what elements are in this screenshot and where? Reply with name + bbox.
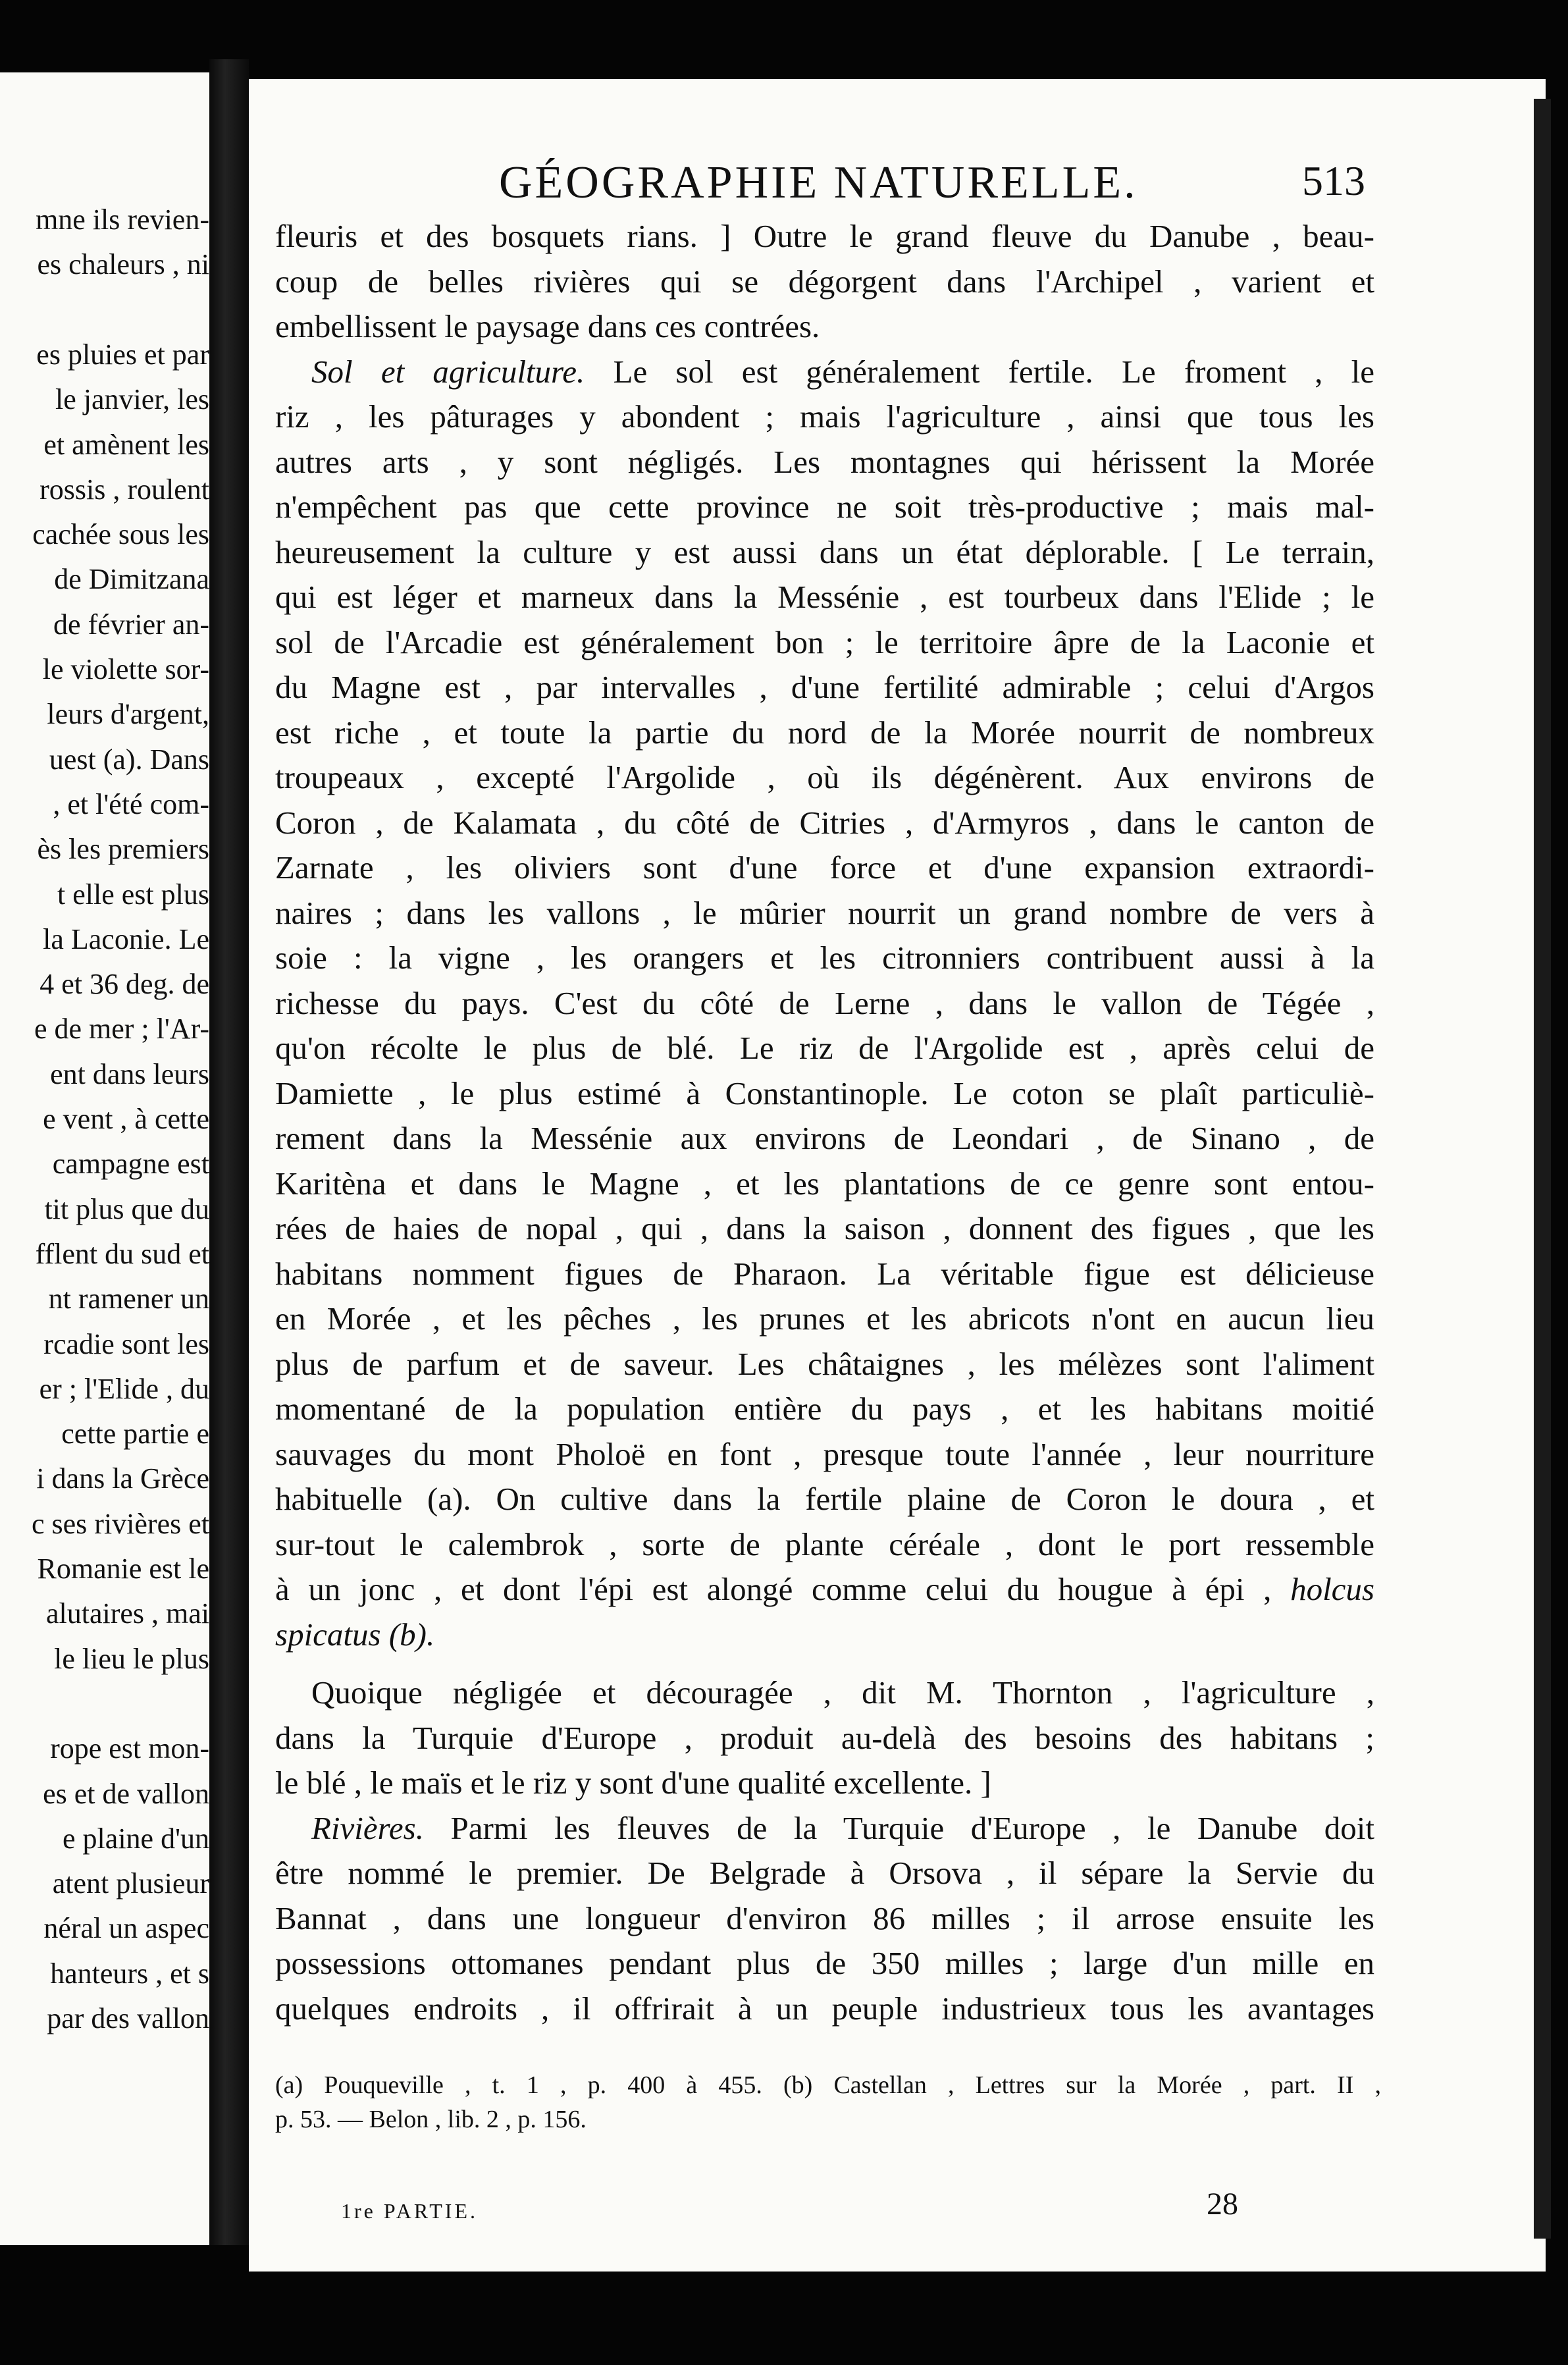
left-page-line: par des vallon	[47, 2002, 209, 2034]
left-page-line: , et l'été com-	[53, 787, 209, 820]
left-page-line: uest (a). Dans	[49, 743, 209, 776]
body-line: rement dans la Messénie aux environs de Leondari , de Sinano , de	[275, 1120, 1374, 1156]
body-line: être nommé le premier. De Belgrade à Orsova , il sépare la Servie du	[275, 1855, 1374, 1891]
body-line: possessions ottomanes pendant plus de 350 milles ; large d'un mille en	[275, 1945, 1374, 1981]
left-page-line: ès les premiers	[37, 833, 209, 866]
body-line: riz , les pâturages y abondent ; mais l'agriculture , ainsi que tous les	[275, 398, 1374, 435]
left-page-line: es chaleurs , ni	[37, 248, 209, 281]
body-line: autres arts , y sont négligés. Les montagnes qui hérissent la Morée	[275, 443, 1374, 480]
body-line: Karitèna et dans le Magne , et les plantations de ce genre sont entou-	[275, 1165, 1374, 1202]
left-page-line: Romanie est le	[37, 1553, 209, 1585]
left-page-line: rossis , roulent	[39, 473, 209, 506]
body-line: Damiette , le plus estimé à Constantinople. Le coton se plaît particuliè-	[275, 1075, 1374, 1111]
body-line: Zarnate , les oliviers sont d'une force et d'une expansion extraordi-	[275, 849, 1374, 886]
left-page-line: alutaires , mai	[45, 1597, 209, 1630]
left-page-line: c ses rivières et	[32, 1507, 209, 1540]
left-page-line: fflent du sud et	[35, 1237, 209, 1270]
left-page-line: et amènent les	[43, 428, 209, 461]
left-page-line: es et de vallon	[43, 1777, 209, 1810]
body-line: fleuris et des bosquets rians. ] Outre le grand fleuve du Danube , beau-	[275, 218, 1374, 254]
body-line: soie : la vigne , les orangers et les citronniers contribuent aussi à la	[275, 940, 1374, 976]
body-line: Bannat , dans une longueur d'environ 86 milles ; il arrose ensuite les	[275, 1900, 1374, 1936]
left-page-line: 4 et 36 deg. de	[39, 968, 209, 1001]
body-line: heureusement la culture y est aussi dans un état déplorable. [ Le terrain,	[275, 533, 1374, 570]
body-line: richesse du pays. C'est du côté de Lerne , dans le vallon de Tégée ,	[275, 984, 1374, 1021]
body-line: coup de belles rivières qui se dégorgent dans l'Archipel , varient et	[275, 263, 1374, 300]
body-line: est riche , et toute la partie du nord de la Morée nourrit de nombreux	[275, 714, 1374, 751]
left-page-line: de Dimitzana	[54, 563, 209, 596]
left-page-line: la Laconie. Le	[43, 922, 209, 955]
left-page-line: t elle est plus	[57, 878, 209, 911]
left-page-line: campagne est	[52, 1148, 209, 1181]
left-page-line: e vent , à cette	[43, 1103, 209, 1135]
body-line: sur-tout le calembrok , sorte de plante céréale , dont le port ressemble	[275, 1526, 1374, 1562]
left-page-line: er ; l'Elide , du	[39, 1372, 209, 1405]
right-page	[249, 79, 1546, 2272]
left-page-line: es pluies et par	[36, 338, 209, 371]
body-line: sauvages du mont Pholoë en font , presque toute l'année , leur nourriture	[275, 1435, 1374, 1472]
body-line: qu'on récolte le plus de blé. Le riz de l'Argolide est , après celui de	[275, 1030, 1374, 1066]
body-line: habituelle (a). On cultive dans la fertile plaine de Coron le doura , et	[275, 1481, 1374, 1517]
body-line: sol de l'Arcadie est généralement bon ; le territoire âpre de la Laconie et	[275, 624, 1374, 660]
left-page-line: atent plusieur	[52, 1867, 209, 1900]
signature-number: 28	[1207, 2187, 1238, 2221]
body-line: dans la Turquie d'Europe , produit au-delà des besoins des habitans ;	[275, 1719, 1374, 1756]
left-page-line: le janvier, les	[55, 383, 209, 416]
body-line: Coron , de Kalamata , du côté de Citries , d'Armyros , dans le canton de	[275, 804, 1374, 841]
left-page-line: cachée sous les	[32, 518, 209, 551]
body-line: Quoique négligée et découragée , dit M. Thornton , l'agriculture ,	[311, 1674, 1374, 1711]
left-page-line: rcadie sont les	[43, 1327, 209, 1360]
body-line: Sol et agriculture. Le sol est généralement fertile. Le froment , le	[311, 353, 1374, 390]
left-page-line: i dans la Grèce	[36, 1462, 209, 1495]
signature-mark: 1re PARTIE.	[341, 2199, 478, 2223]
body-line: à un jonc , et dont l'épi est alongé comme celui du hougue à épi , holcus	[275, 1571, 1374, 1607]
left-page-line: cette partie e	[61, 1418, 209, 1450]
footnote-line: p. 53. — Belon , lib. 2 , p. 156.	[275, 2106, 587, 2133]
body-line: habitans nomment figues de Pharaon. La véritable figue est délicieuse	[275, 1255, 1374, 1292]
left-page-line: ent dans leurs	[50, 1057, 209, 1090]
left-page-line: e plaine d'un	[63, 1822, 209, 1855]
left-page-line: nt ramener un	[48, 1283, 209, 1315]
running-title: GÉOGRAPHIE NATURELLE.	[499, 157, 1138, 208]
body-line: embellissent le paysage dans ces contrées.	[275, 308, 820, 344]
body-line: troupeaux , excepté l'Argolide , où ils dégénèrent. Aux environs de	[275, 759, 1374, 795]
book-gutter	[209, 59, 249, 2245]
body-line: spicatus (b).	[275, 1616, 435, 1653]
left-page-line: leurs d'argent,	[47, 698, 209, 731]
left-page-line: e de mer ; l'Ar-	[34, 1013, 209, 1046]
left-page-line: le lieu le plus	[54, 1642, 209, 1675]
body-line: Rivières. Parmi les fleuves de la Turquie d'Europe , le Danube doit	[311, 1809, 1374, 1846]
page-number: 513	[1302, 157, 1365, 204]
left-page-fragment	[0, 72, 209, 2245]
body-line: momentané de la population entière du pays , et les habitans moitié	[275, 1391, 1374, 1427]
body-line: naires ; dans les vallons , le mûrier nourrit un grand nombre de vers à	[275, 894, 1374, 931]
left-page-line: hanteurs , et s	[50, 1957, 209, 1990]
page-edge	[1534, 99, 1551, 2239]
left-page-line: tit plus que du	[44, 1192, 209, 1225]
body-line: en Morée , et les pêches , les prunes et les abricots n'ont en aucun lieu	[275, 1300, 1374, 1337]
body-line: qui est léger et marneux dans la Messénie , est tourbeux dans l'Elide ; le	[275, 579, 1374, 615]
body-line: le blé , le maïs et le riz y sont d'une qualité excellente. ]	[275, 1765, 991, 1801]
footnote-line: (a) Pouqueville , t. 1 , p. 400 à 455. (b) Castellan , Lettres sur la Morée , part. II ,	[275, 2071, 1381, 2099]
body-line: plus de parfum et de saveur. Les châtaignes , les mélèzes sont l'aliment	[275, 1345, 1374, 1382]
running-head	[249, 157, 1546, 216]
body-line: du Magne est , par intervalles , d'une fertilité admirable ; celui d'Argos	[275, 669, 1374, 705]
left-page-line: le violette sor-	[42, 653, 209, 685]
left-page-line: de février an-	[53, 608, 209, 641]
left-page-line: mne ils revien-	[36, 203, 209, 236]
body-line: rées de haies de nopal , qui , dans la saison , donnent des figues , que les	[275, 1210, 1374, 1246]
left-page-line: néral un aspec	[43, 1912, 209, 1945]
left-page-line: rope est mon-	[50, 1732, 209, 1765]
body-line: n'empêchent pas que cette province ne soit très-productive ; mais mal-	[275, 489, 1374, 525]
body-line: quelques endroits , il offrirait à un peuple industrieux tous les avantages	[275, 1990, 1374, 2027]
